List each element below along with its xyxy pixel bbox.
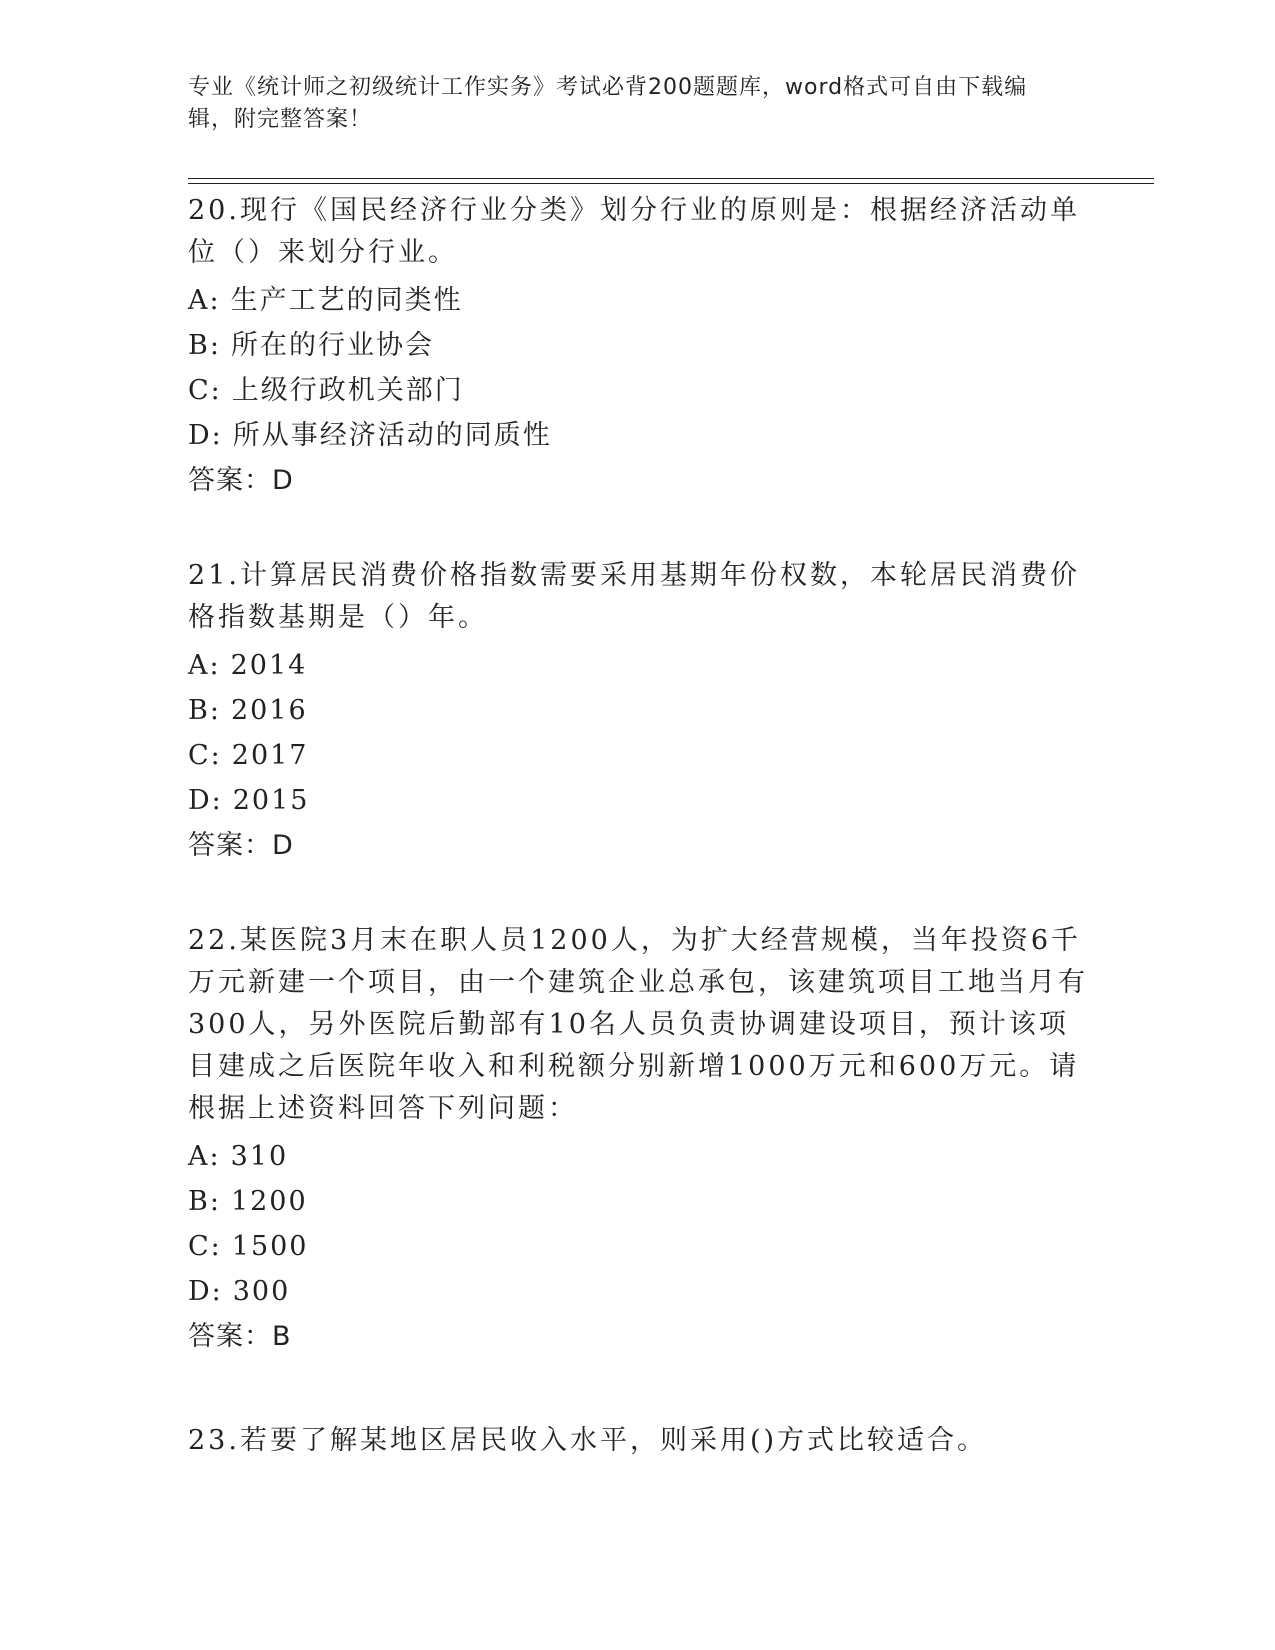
option-a [188, 645, 1088, 690]
option-c [188, 735, 1088, 780]
option-text: 1500 [231, 1231, 309, 1262]
option-b [188, 690, 1088, 735]
option-label: D: [188, 785, 223, 816]
option-label: A: [188, 285, 221, 316]
document-header: 专业《统计师之初级统计工作实务》考试必背200题题库，word格式可自由下载编辑，附完整答案！ [188, 75, 1028, 132]
option-label: D: [188, 1276, 223, 1307]
question-21 [188, 555, 1088, 870]
option-text: 310 [230, 1141, 289, 1172]
question-text: 23.若要了解某地区居民收入水平，则采用()方式比较适合。 [188, 1425, 988, 1456]
option-a [188, 280, 1088, 325]
question-23 [188, 1420, 1088, 1468]
option-text: 2016 [230, 695, 308, 726]
question-20 [188, 190, 1088, 505]
option-b [188, 1181, 1088, 1226]
option-label: C: [188, 740, 222, 771]
answer: 答案：B [188, 1321, 292, 1352]
option-a [188, 1136, 1088, 1181]
answer: 答案：D [188, 830, 294, 861]
option-text: 上级行政机关部门 [231, 375, 464, 406]
option-b [188, 325, 1088, 370]
option-c [188, 370, 1088, 415]
option-text: 300 [232, 1276, 291, 1307]
option-c [188, 1226, 1088, 1271]
option-label: B: [188, 330, 221, 361]
option-label: C: [188, 1231, 222, 1262]
option-label: A: [188, 1141, 221, 1172]
option-label: A: [188, 650, 221, 681]
option-d [188, 415, 1088, 460]
header-rule-bottom [188, 183, 1154, 184]
option-text: 所在的行业协会 [230, 330, 434, 361]
option-label: C: [188, 375, 222, 406]
option-text: 生产工艺的同类性 [230, 285, 463, 316]
option-text: 2017 [231, 740, 309, 771]
option-text: 所从事经济活动的同质性 [232, 420, 552, 451]
answer: 答案：D [188, 465, 294, 496]
question-text: 22.某医院3月末在职人员1200人，为扩大经营规模，当年投资6千万元新建一个项目，由一个建筑企业总承包，该建筑项目工地当月有300人，另外医院后勤部有10名人员负责协调建设项目，预计该项目建成之后医院年收入和利税额分别新增1000万元和600万元。请根据上述资料回答下列问题： [188, 925, 1088, 1124]
option-d [188, 780, 1088, 825]
option-text: 2014 [230, 650, 308, 681]
option-label: D: [188, 420, 223, 451]
header-rule-top [188, 178, 1154, 179]
option-d [188, 1271, 1088, 1316]
question-22 [188, 920, 1088, 1361]
question-text: 21.计算居民消费价格指数需要采用基期年份权数，本轮居民消费价格指数基期是（）年。 [188, 560, 1080, 633]
option-text: 1200 [230, 1186, 308, 1217]
option-text: 2015 [232, 785, 310, 816]
question-text: 20.现行《国民经济行业分类》划分行业的原则是：根据经济活动单位（）来划分行业。 [188, 195, 1080, 268]
option-label: B: [188, 1186, 221, 1217]
option-label: B: [188, 695, 221, 726]
